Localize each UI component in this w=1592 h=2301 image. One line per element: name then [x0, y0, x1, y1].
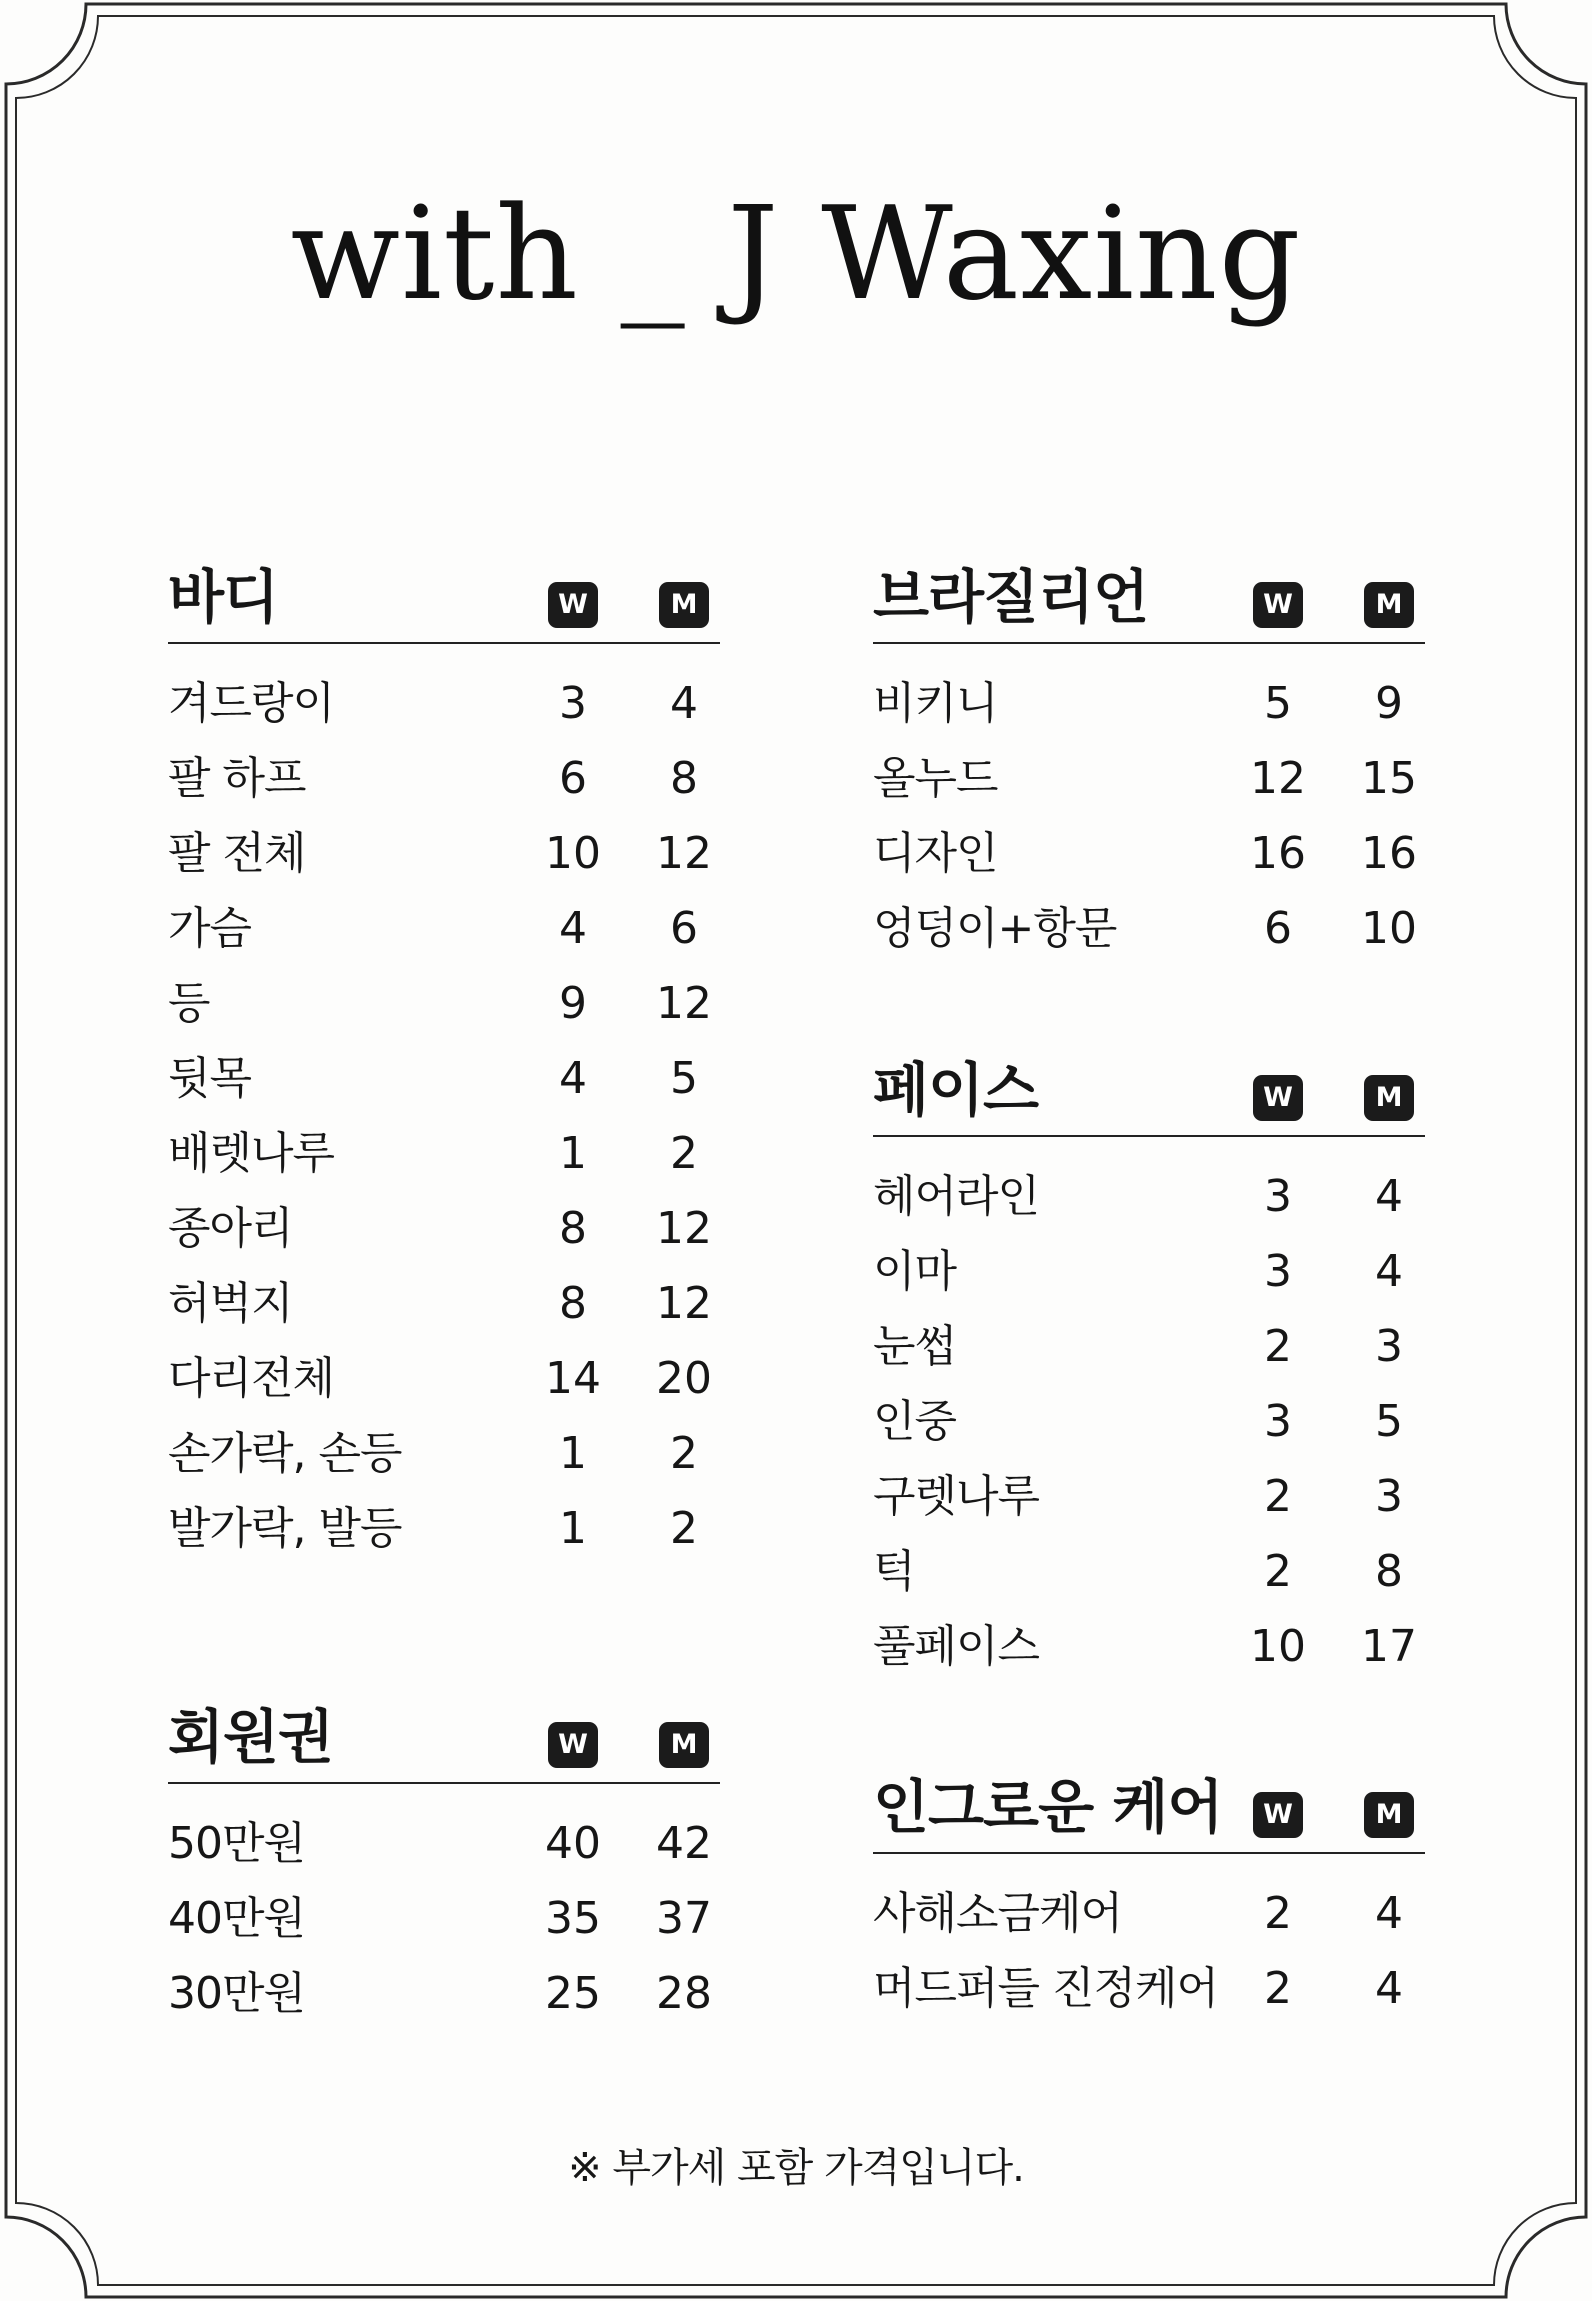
item-name: 풀페이스	[873, 1621, 1040, 1672]
price-list	[168, 1784, 720, 2031]
women-badge: W	[548, 1722, 598, 1768]
price-row	[168, 1416, 720, 1491]
item-name: 팔 하프	[168, 753, 306, 804]
item-name: 이마	[873, 1246, 957, 1297]
women-price: 16	[1250, 828, 1306, 879]
women-badge: W	[1253, 1792, 1303, 1838]
men-price: 4	[1375, 1963, 1403, 2014]
section-title: 회원권	[168, 1703, 334, 1771]
price-list	[873, 1854, 1425, 2026]
women-badge: W	[548, 582, 598, 628]
item-name: 등	[168, 978, 210, 1029]
price-row	[873, 1309, 1425, 1384]
price-row	[168, 1956, 720, 2031]
price-row	[873, 816, 1425, 891]
price-row	[873, 1534, 1425, 1609]
women-price: 10	[1250, 1621, 1306, 1672]
men-price: 12	[656, 1203, 712, 1254]
price-row	[873, 1234, 1425, 1309]
price-row	[168, 966, 720, 1041]
vat-footnote: ※ 부가세 포함 가격입니다.	[568, 2145, 1024, 2191]
section-title: 바디	[168, 563, 279, 631]
women-price: 25	[545, 1968, 601, 2019]
women-price: 6	[1264, 903, 1292, 954]
men-price: 10	[1361, 903, 1417, 954]
men-price: 37	[656, 1893, 712, 1944]
section-membership	[168, 1700, 720, 2031]
women-price: 1	[559, 1428, 587, 1479]
item-name: 엉덩이+항문	[873, 903, 1117, 954]
price-row	[168, 891, 720, 966]
women-price: 12	[1250, 753, 1306, 804]
price-row	[168, 741, 720, 816]
price-list	[873, 1137, 1425, 1684]
men-badge: M	[1364, 1075, 1414, 1121]
item-name: 턱	[873, 1546, 915, 1597]
men-price: 12	[656, 978, 712, 1029]
item-name: 사해소금케어	[873, 1888, 1123, 1939]
men-badge: M	[659, 1722, 709, 1768]
women-price: 2	[1264, 1888, 1292, 1939]
men-price: 8	[670, 753, 698, 804]
men-price: 12	[656, 1278, 712, 1329]
item-name: 발가락, 발등	[168, 1503, 402, 1554]
men-price: 8	[1375, 1546, 1403, 1597]
section-ingrown-care	[873, 1770, 1425, 2026]
women-price: 3	[559, 678, 587, 729]
women-badge: W	[1253, 1075, 1303, 1121]
item-name: 비키니	[873, 678, 998, 729]
item-name: 머드퍼들 진정케어	[873, 1963, 1219, 2014]
men-badge: M	[1364, 1792, 1414, 1838]
item-name: 허벅지	[168, 1278, 293, 1329]
price-list	[873, 644, 1425, 966]
price-row	[168, 1041, 720, 1116]
price-row	[168, 1191, 720, 1266]
item-name: 겨드랑이	[168, 678, 335, 729]
item-name: 디자인	[873, 828, 998, 879]
section-header	[168, 560, 720, 644]
price-row	[873, 1876, 1425, 1951]
item-name: 가슴	[168, 903, 252, 954]
section-header	[873, 1053, 1425, 1137]
item-name: 다리전체	[168, 1353, 335, 1404]
women-price: 3	[1264, 1396, 1292, 1447]
women-price: 2	[1264, 1963, 1292, 2014]
men-price: 2	[670, 1128, 698, 1179]
item-name: 배렛나루	[168, 1128, 335, 1179]
item-name: 30만원	[168, 1968, 305, 2019]
section-title: 인그로운 케어	[873, 1773, 1223, 1841]
price-row	[873, 1384, 1425, 1459]
section-header	[873, 560, 1425, 644]
women-price: 40	[545, 1818, 601, 1869]
item-name: 50만원	[168, 1818, 305, 1869]
men-price: 5	[670, 1053, 698, 1104]
men-price: 9	[1375, 678, 1403, 729]
men-badge: M	[659, 582, 709, 628]
women-price: 5	[1264, 678, 1292, 729]
men-price: 20	[656, 1353, 712, 1404]
men-price: 4	[1375, 1888, 1403, 1939]
women-price: 14	[545, 1353, 601, 1404]
men-price: 4	[670, 678, 698, 729]
men-price: 4	[1375, 1246, 1403, 1297]
item-name: 뒷목	[168, 1053, 252, 1104]
price-row	[168, 1491, 720, 1566]
women-price: 2	[1264, 1471, 1292, 1522]
section-face	[873, 1053, 1425, 1684]
price-row	[873, 1609, 1425, 1684]
women-price: 8	[559, 1278, 587, 1329]
men-price: 15	[1361, 753, 1417, 804]
section-title: 페이스	[873, 1056, 1039, 1124]
men-price: 2	[670, 1503, 698, 1554]
section-header	[873, 1770, 1425, 1854]
price-row	[873, 741, 1425, 816]
men-price: 3	[1375, 1321, 1403, 1372]
item-name: 팔 전체	[168, 828, 306, 879]
men-price: 3	[1375, 1471, 1403, 1522]
men-price: 16	[1361, 828, 1417, 879]
price-row	[873, 1459, 1425, 1534]
women-price: 4	[559, 1053, 587, 1104]
women-price: 3	[1264, 1171, 1292, 1222]
page-title: with _ J Waxing	[290, 180, 1302, 329]
women-price: 8	[559, 1203, 587, 1254]
item-name: 헤어라인	[873, 1171, 1040, 1222]
women-price: 1	[559, 1128, 587, 1179]
price-row	[168, 1806, 720, 1881]
women-price: 10	[545, 828, 601, 879]
item-name: 인중	[873, 1396, 957, 1447]
men-price: 2	[670, 1428, 698, 1479]
section-header	[168, 1700, 720, 1784]
section-title: 브라질리언	[873, 563, 1149, 631]
price-row	[168, 1266, 720, 1341]
price-row	[168, 1881, 720, 1956]
men-price: 42	[656, 1818, 712, 1869]
price-row	[168, 1341, 720, 1416]
item-name: 눈썹	[873, 1321, 957, 1372]
item-name: 구렛나루	[873, 1471, 1040, 1522]
men-price: 12	[656, 828, 712, 879]
women-badge: W	[1253, 582, 1303, 628]
price-row	[873, 666, 1425, 741]
price-row	[168, 666, 720, 741]
women-price: 2	[1264, 1321, 1292, 1372]
women-price: 6	[559, 753, 587, 804]
men-price: 17	[1361, 1621, 1417, 1672]
men-badge: M	[1364, 582, 1414, 628]
section-body	[168, 560, 720, 1566]
item-name: 종아리	[168, 1203, 293, 1254]
women-price: 9	[559, 978, 587, 1029]
men-price: 5	[1375, 1396, 1403, 1447]
price-row	[873, 1159, 1425, 1234]
price-row	[873, 1951, 1425, 2026]
section-brazilian	[873, 560, 1425, 966]
women-price: 1	[559, 1503, 587, 1554]
women-price: 2	[1264, 1546, 1292, 1597]
men-price: 28	[656, 1968, 712, 2019]
men-price: 4	[1375, 1171, 1403, 1222]
women-price: 4	[559, 903, 587, 954]
item-name: 손가락, 손등	[168, 1428, 402, 1479]
men-price: 6	[670, 903, 698, 954]
price-row	[873, 891, 1425, 966]
item-name: 40만원	[168, 1893, 305, 1944]
item-name: 올누드	[873, 753, 998, 804]
price-row	[168, 1116, 720, 1191]
price-row	[168, 816, 720, 891]
women-price: 35	[545, 1893, 601, 1944]
women-price: 3	[1264, 1246, 1292, 1297]
price-list	[168, 644, 720, 1566]
